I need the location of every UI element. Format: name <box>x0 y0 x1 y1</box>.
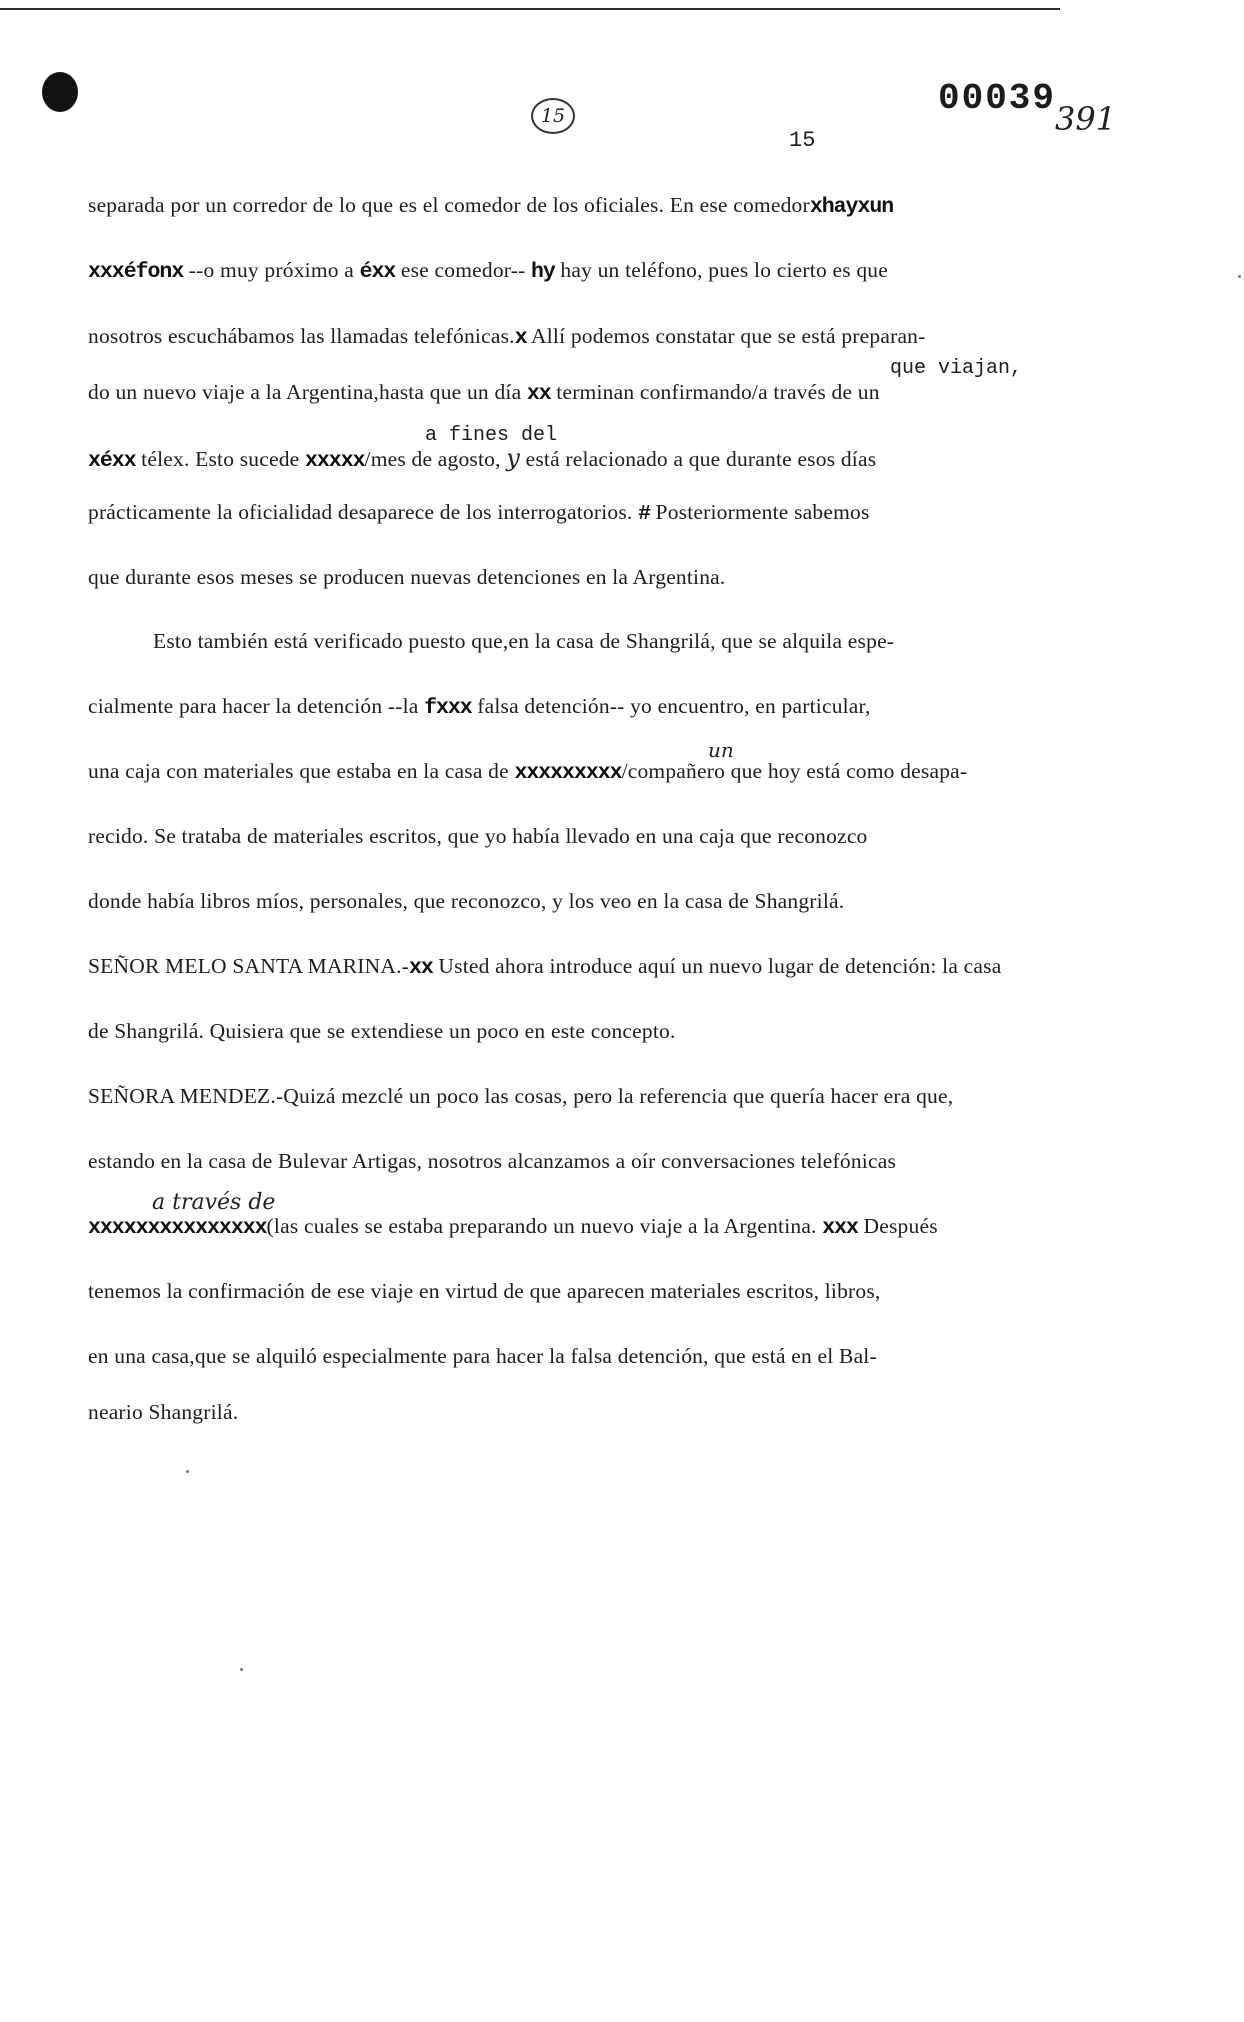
text-line: recido. Se trataba de materiales escritos, que yo había llevado en una caja que reconozco <box>88 824 868 848</box>
text-line: de Shangrilá. Quisiera que se extendiese un poco en este concepto. <box>88 1019 676 1043</box>
text-line: una caja con materiales que estaba en la casa de xxxxxxxxx/compañero que hoy está como desapa- <box>88 759 968 785</box>
text-line: tenemos la confirmación de ese viaje en virtud de que aparecen materiales escritos, libros, <box>88 1279 881 1303</box>
struck-text: fxxx <box>424 696 472 720</box>
typed-insertion: a fines del <box>425 424 558 447</box>
struck-text: hy <box>531 260 555 284</box>
struck-text: xx <box>409 956 433 980</box>
typed-insertion: que viajan, <box>890 357 1023 380</box>
struck-text: xx <box>526 382 551 406</box>
text-line: en una casa,que se alquiló especialmente para hacer la falsa detención, que está en el Bal- <box>88 1344 877 1368</box>
punch-hole-mark <box>42 72 78 112</box>
text-line: separada por un corredor de lo que es el comedor de los oficiales. En ese comedorxhayxun <box>88 193 894 219</box>
text-line: que durante esos meses se producen nuevas detenciones en la Argentina. <box>88 565 726 589</box>
top-border-line <box>0 8 1060 10</box>
text-line: donde había libros míos, personales, que reconozco, y los veo en la casa de Shangrilá. <box>88 889 845 913</box>
text-line: neario Shangrilá. <box>88 1400 239 1424</box>
text-line: xxxxxxxxxxxxxxx(las cuales se estaba preparando un nuevo viaje a la Argentina. xxx Después <box>88 1214 938 1240</box>
document-number: 00039 <box>938 78 1057 119</box>
struck-text: xéxx <box>88 449 136 473</box>
page-number: 15 <box>789 128 816 153</box>
struck-text: # <box>638 502 650 526</box>
struck-text: xxx <box>822 1216 858 1240</box>
scan-speck <box>186 1470 189 1473</box>
handwritten-page-number: 391 <box>1055 100 1117 138</box>
struck-text: xxxxxxxxxxxxxxx <box>88 1216 267 1240</box>
handwritten-insertion: a través de <box>152 1190 276 1215</box>
text-line: cialmente para hacer la detención --la fxxx falsa detención-- yo encuentro, en particular, <box>88 694 871 720</box>
handwritten-insertion: un <box>708 738 734 762</box>
struck-text: xxxxx <box>305 449 365 473</box>
text-line: SEÑOR MELO SANTA MARINA.-xx Usted ahora introduce aquí un nuevo lugar de detención: la casa <box>88 954 1002 980</box>
text-line: do un nuevo viaje a la Argentina,hasta que un día xx terminan confirmando/a través de un <box>88 380 880 406</box>
text-line: SEÑORA MENDEZ.-Quizá mezclé un poco las cosas, pero la referencia que quería hacer era que, <box>88 1084 954 1108</box>
scan-speck <box>1238 275 1241 278</box>
scan-speck <box>240 1668 243 1671</box>
text-line: estando en la casa de Bulevar Artigas, nosotros alcanzamos a oír conversaciones telefónicas <box>88 1149 897 1173</box>
text-line: nosotros escuchábamos las llamadas telefónicas.x Allí podemos constatar que se está preparan- <box>88 324 926 350</box>
struck-text: éxx <box>359 260 396 284</box>
text-line: xéxx télex. Esto sucede xxxxx/mes de agosto, y está relacionado a que durante esos días <box>88 444 877 473</box>
struck-text: x <box>514 326 527 350</box>
struck-text: xhayxun <box>809 195 894 219</box>
text-line: prácticamente la oficialidad desaparece de los interrogatorios. # Posteriormente sabemos <box>88 500 870 526</box>
text-line: xxxéfonx --o muy próximo a éxx ese comedor-- hy hay un teléfono, pues lo cierto es que <box>88 258 888 284</box>
text-line: Esto también está verificado puesto que,en la casa de Shangrilá, que se alquila espe- <box>153 629 895 653</box>
handwritten-mark: y <box>506 444 521 472</box>
struck-text: xxxxxxxxx <box>514 761 622 785</box>
circled-page-number: 15 <box>531 98 575 134</box>
struck-text: xxxéfonx <box>88 260 184 284</box>
